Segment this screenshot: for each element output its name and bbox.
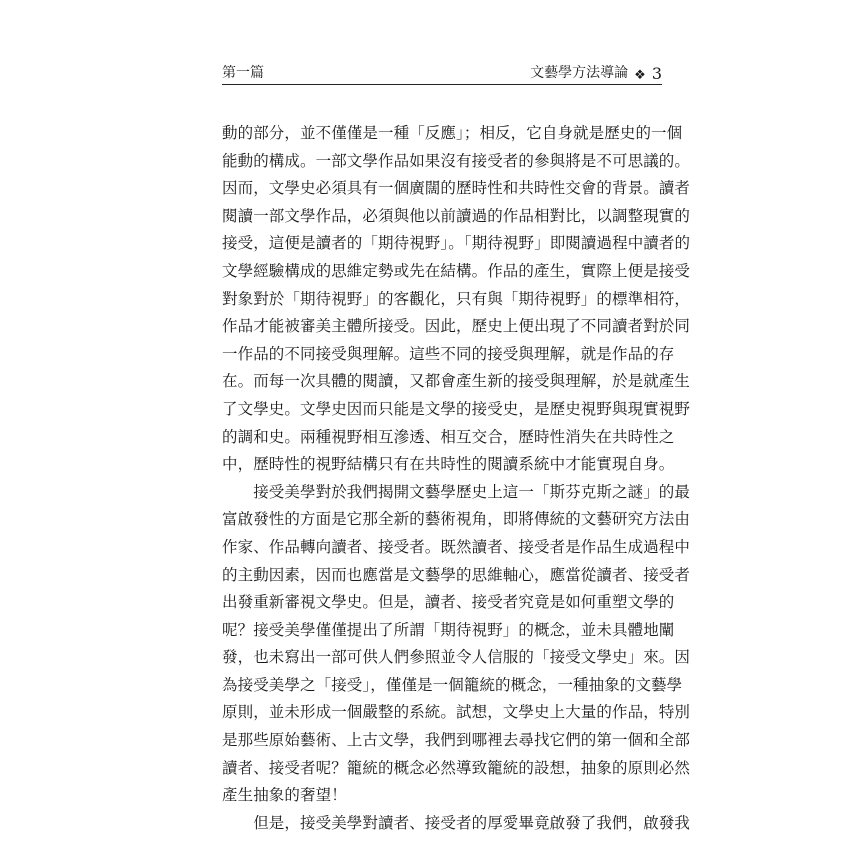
chapter-label: 第一篇 — [222, 65, 264, 81]
text-line: 接受，這便是讀者的「期待視野」。「期待視野」即閱讀過程中讀者的 — [222, 234, 691, 253]
text-line: 接受美學對於我們揭開文藝學歷史上這一「斯芬克斯之謎」的最 — [222, 482, 691, 501]
text-line: 一作品的不同接受與理解。這些不同的接受與理解，就是作品的存 — [222, 344, 675, 363]
text-line: 讀者、接受者呢？籠統的概念必然導致籠統的設想，抽象的原則必然 — [222, 758, 691, 777]
body-text — [222, 120, 691, 837]
text-line: 的主動因素，因而也應當是文藝學的思維軸心，應當從讀者、接受者 — [222, 565, 691, 584]
text-line: 出發重新審視文學史。但是，讀者、接受者究竟是如何重塑文學的 — [222, 593, 675, 612]
text-line: 但是，接受美學對讀者、接受者的厚愛畢竟啟發了我們，啟發我 — [222, 813, 691, 832]
text-line: 的調和史。兩種視野相互滲透、相互交合，歷時性消失在共時性之 — [222, 427, 675, 446]
running-header — [222, 60, 662, 82]
text-line: 發，也未寫出一部可供人們參照並令人信服的「接受文學史」來。因 — [222, 648, 691, 667]
four-petal-ornament-icon: ❖ — [634, 68, 646, 83]
text-line: 原則，並未形成一個嚴整的系統。試想，文學史上大量的作品，特別 — [222, 703, 691, 722]
header-rule — [222, 84, 662, 85]
text-line: 閱讀一部文學作品，必須與他以前讀過的作品相對比，以調整現實的 — [222, 206, 691, 225]
text-line: 作品才能被審美主體所接受。因此，歷史上便出現了不同讀者對於同 — [222, 317, 691, 336]
text-line: 中，歷時性的視野結構只有在共時性的閱讀系統中才能實現自身。 — [222, 455, 675, 474]
text-line: 文學經驗構成的思維定勢或先在結構。作品的產生，實際上便是接受 — [222, 261, 691, 280]
text-line: 了文學史。文學史因而只能是文學的接受史，是歷史視野與現實視野 — [222, 399, 691, 418]
text-line: 作家、作品轉向讀者、接受者。既然讀者、接受者是作品生成過程中 — [222, 537, 691, 556]
text-line: 富啟發性的方面是它那全新的藝術視角，即將傳統的文藝研究方法由 — [222, 510, 691, 529]
text-line: 因而，文學史必須具有一個廣闊的歷時性和共時性交會的背景。讀者 — [222, 179, 691, 198]
text-line: 呢？接受美學僅僅提出了所謂「期待視野」的概念，並未具體地闡 — [222, 620, 675, 639]
page-number: 3 — [651, 64, 662, 83]
text-line: 在。而每一次具體的閱讀，又都會產生新的接受與理解，於是就產生 — [222, 372, 691, 391]
text-line: 對象對於「期待視野」的客觀化，只有與「期待視野」的標準相符， — [222, 289, 691, 308]
text-line: 是那些原始藝術、上古文學，我們到哪裡去尋找它們的第一個和全部 — [222, 731, 691, 750]
text-line: 動的部分，並不僅僅是一種「反應」；相反，它自身就是歷史的一個 — [222, 124, 683, 142]
text-line: 能動的構成。一部文學作品如果沒有接受者的參與將是不可思議的。 — [222, 151, 691, 170]
text-line: 為接受美學之「接受」，僅僅是一個籠統的概念，一種抽象的文藝學 — [222, 675, 683, 694]
book-title: 文藝學方法導論 — [530, 65, 629, 81]
text-line: 產生抽象的奢望！ — [222, 786, 347, 805]
header-right-group — [530, 62, 662, 82]
